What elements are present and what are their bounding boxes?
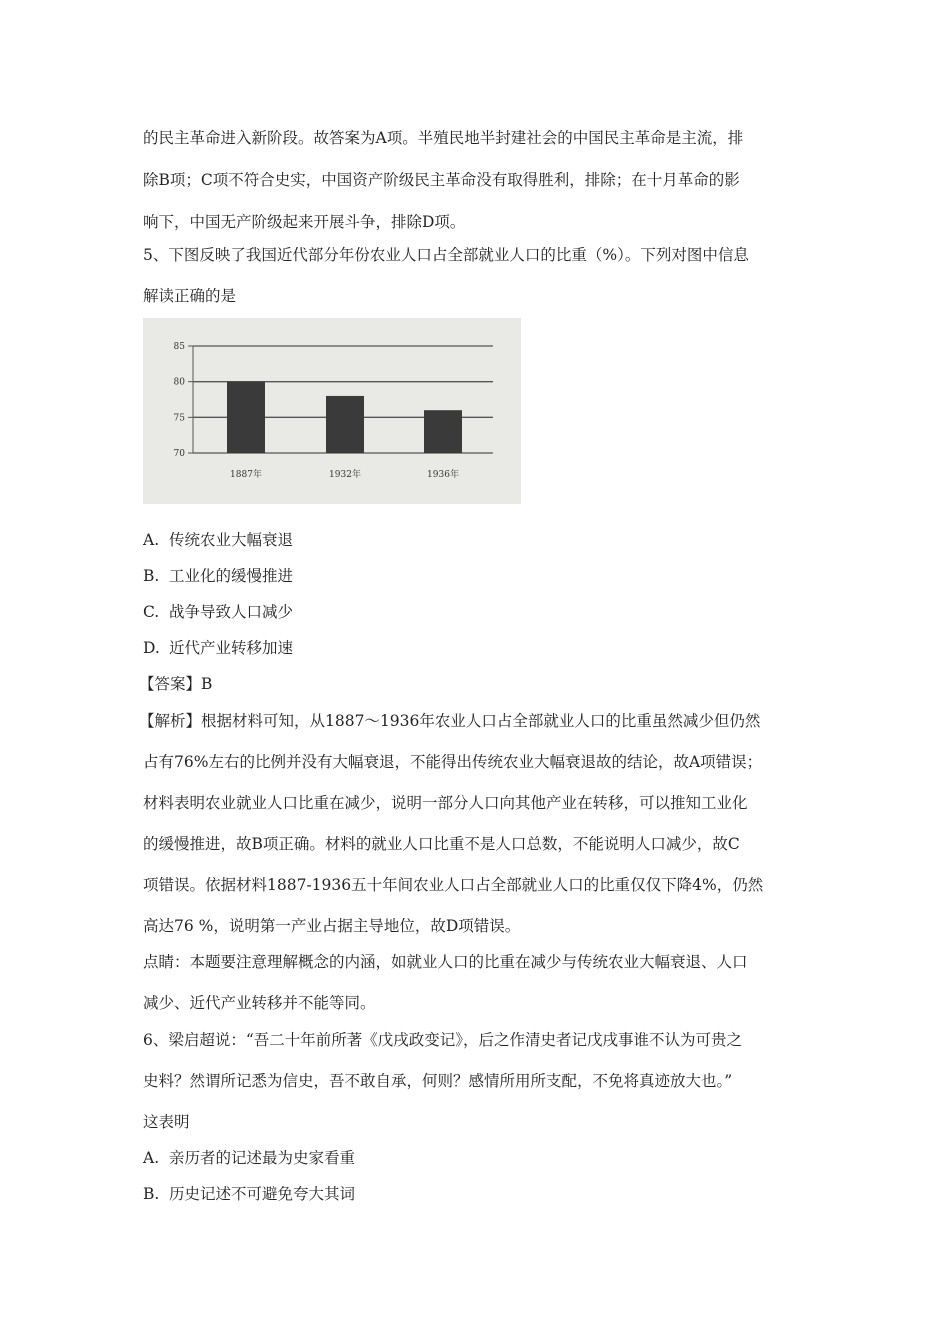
option-letter: C. — [143, 603, 160, 621]
paragraph-line: 的民主革命进入新阶段。故答案为A项。半殖民地半封建社会的中国民主革命是主流，排 — [143, 129, 744, 147]
analysis-line: 【解析】根据材料可知，从1887～1936年农业人口占全部就业人口的比重虽然减少但仍然 — [139, 712, 761, 730]
option-letter: A. — [143, 1149, 160, 1167]
option-text: 工业化的缓慢推进 — [169, 567, 294, 585]
x-tick-label: 1936年 — [427, 470, 459, 480]
option-letter: B. — [143, 567, 160, 585]
option-text: 近代产业转移加速 — [169, 639, 294, 657]
option-text: 传统农业大幅衰退 — [169, 531, 294, 549]
analysis-line: 高达76 %，说明第一产业占据主导地位，故D项错误。 — [143, 917, 521, 935]
y-tick-label: 80 — [173, 377, 185, 388]
q6-option-a — [143, 1148, 355, 1168]
comment-line: 点睛：本题要注意理解概念的内涵，如就业人口的比重在减少与传统农业大幅衰退、人口 — [143, 953, 748, 971]
analysis-line: 的缓慢推进，故B项正确。材料的就业人口比重不是人口总数，不能说明人口减少，故C — [143, 835, 740, 853]
question-5-stem: 5、下图反映了我国近代部分年份农业人口占全部就业人口的比重（%）。下列对图中信息 — [143, 246, 749, 264]
option-a — [143, 530, 293, 550]
y-tick-label: 75 — [173, 413, 185, 424]
x-tick-label: 1932年 — [329, 470, 361, 480]
question-6-stem: 史料？然谓所记悉为信史，吾不敢自承，何则？感情所用所支配，不免将真迹放大也。” — [143, 1072, 733, 1090]
option-letter: A. — [143, 531, 160, 549]
option-c — [143, 602, 293, 622]
analysis-line: 项错误。依据材料1887-1936五十年间农业人口占全部就业人口的比重仅仅下降4%，仍然 — [143, 876, 764, 894]
analysis-line: 材料表明农业就业人口比重在减少，说明一部分人口向其他产业在转移，可以推知工业化 — [143, 794, 748, 812]
bar — [326, 396, 364, 453]
question-6-stem: 这表明 — [143, 1113, 190, 1131]
paragraph-line: 响下，中国无产阶级起来开展斗争，排除D项。 — [143, 213, 466, 231]
option-d — [143, 638, 293, 658]
question-6-stem: 6、梁启超说：“吾二十年前所著《戊戌政变记》，后之作清史者记戊戌事谁不认为可贵之 — [143, 1031, 743, 1049]
option-b — [143, 566, 293, 586]
y-tick-label: 70 — [173, 449, 185, 459]
option-letter: D. — [143, 639, 160, 657]
bar — [227, 382, 265, 453]
option-text: 历史记述不可避免夸大其词 — [169, 1185, 356, 1203]
option-letter: B. — [143, 1185, 160, 1203]
chart-svg — [143, 318, 521, 504]
x-tick-label: 1887年 — [230, 470, 262, 480]
question-5-stem: 解读正确的是 — [143, 287, 237, 305]
comment-line: 减少、近代产业转移并不能等同。 — [143, 994, 376, 1012]
y-tick-label: 85 — [173, 342, 185, 352]
bar — [424, 410, 462, 453]
bar-chart — [143, 318, 521, 504]
option-text: 战争导致人口减少 — [169, 603, 294, 621]
option-text: 亲历者的记述最为史家看重 — [169, 1149, 356, 1167]
answer: 【答案】B — [139, 675, 213, 693]
q6-option-b — [143, 1184, 355, 1204]
paragraph-line: 除B项；C项不符合史实，中国资产阶级民主革命没有取得胜利，排除；在十月革命的影 — [143, 171, 740, 189]
analysis-line: 占有76%左右的比例并没有大幅衰退，不能得出传统农业大幅衰退故的结论，故A项错误； — [143, 753, 763, 771]
